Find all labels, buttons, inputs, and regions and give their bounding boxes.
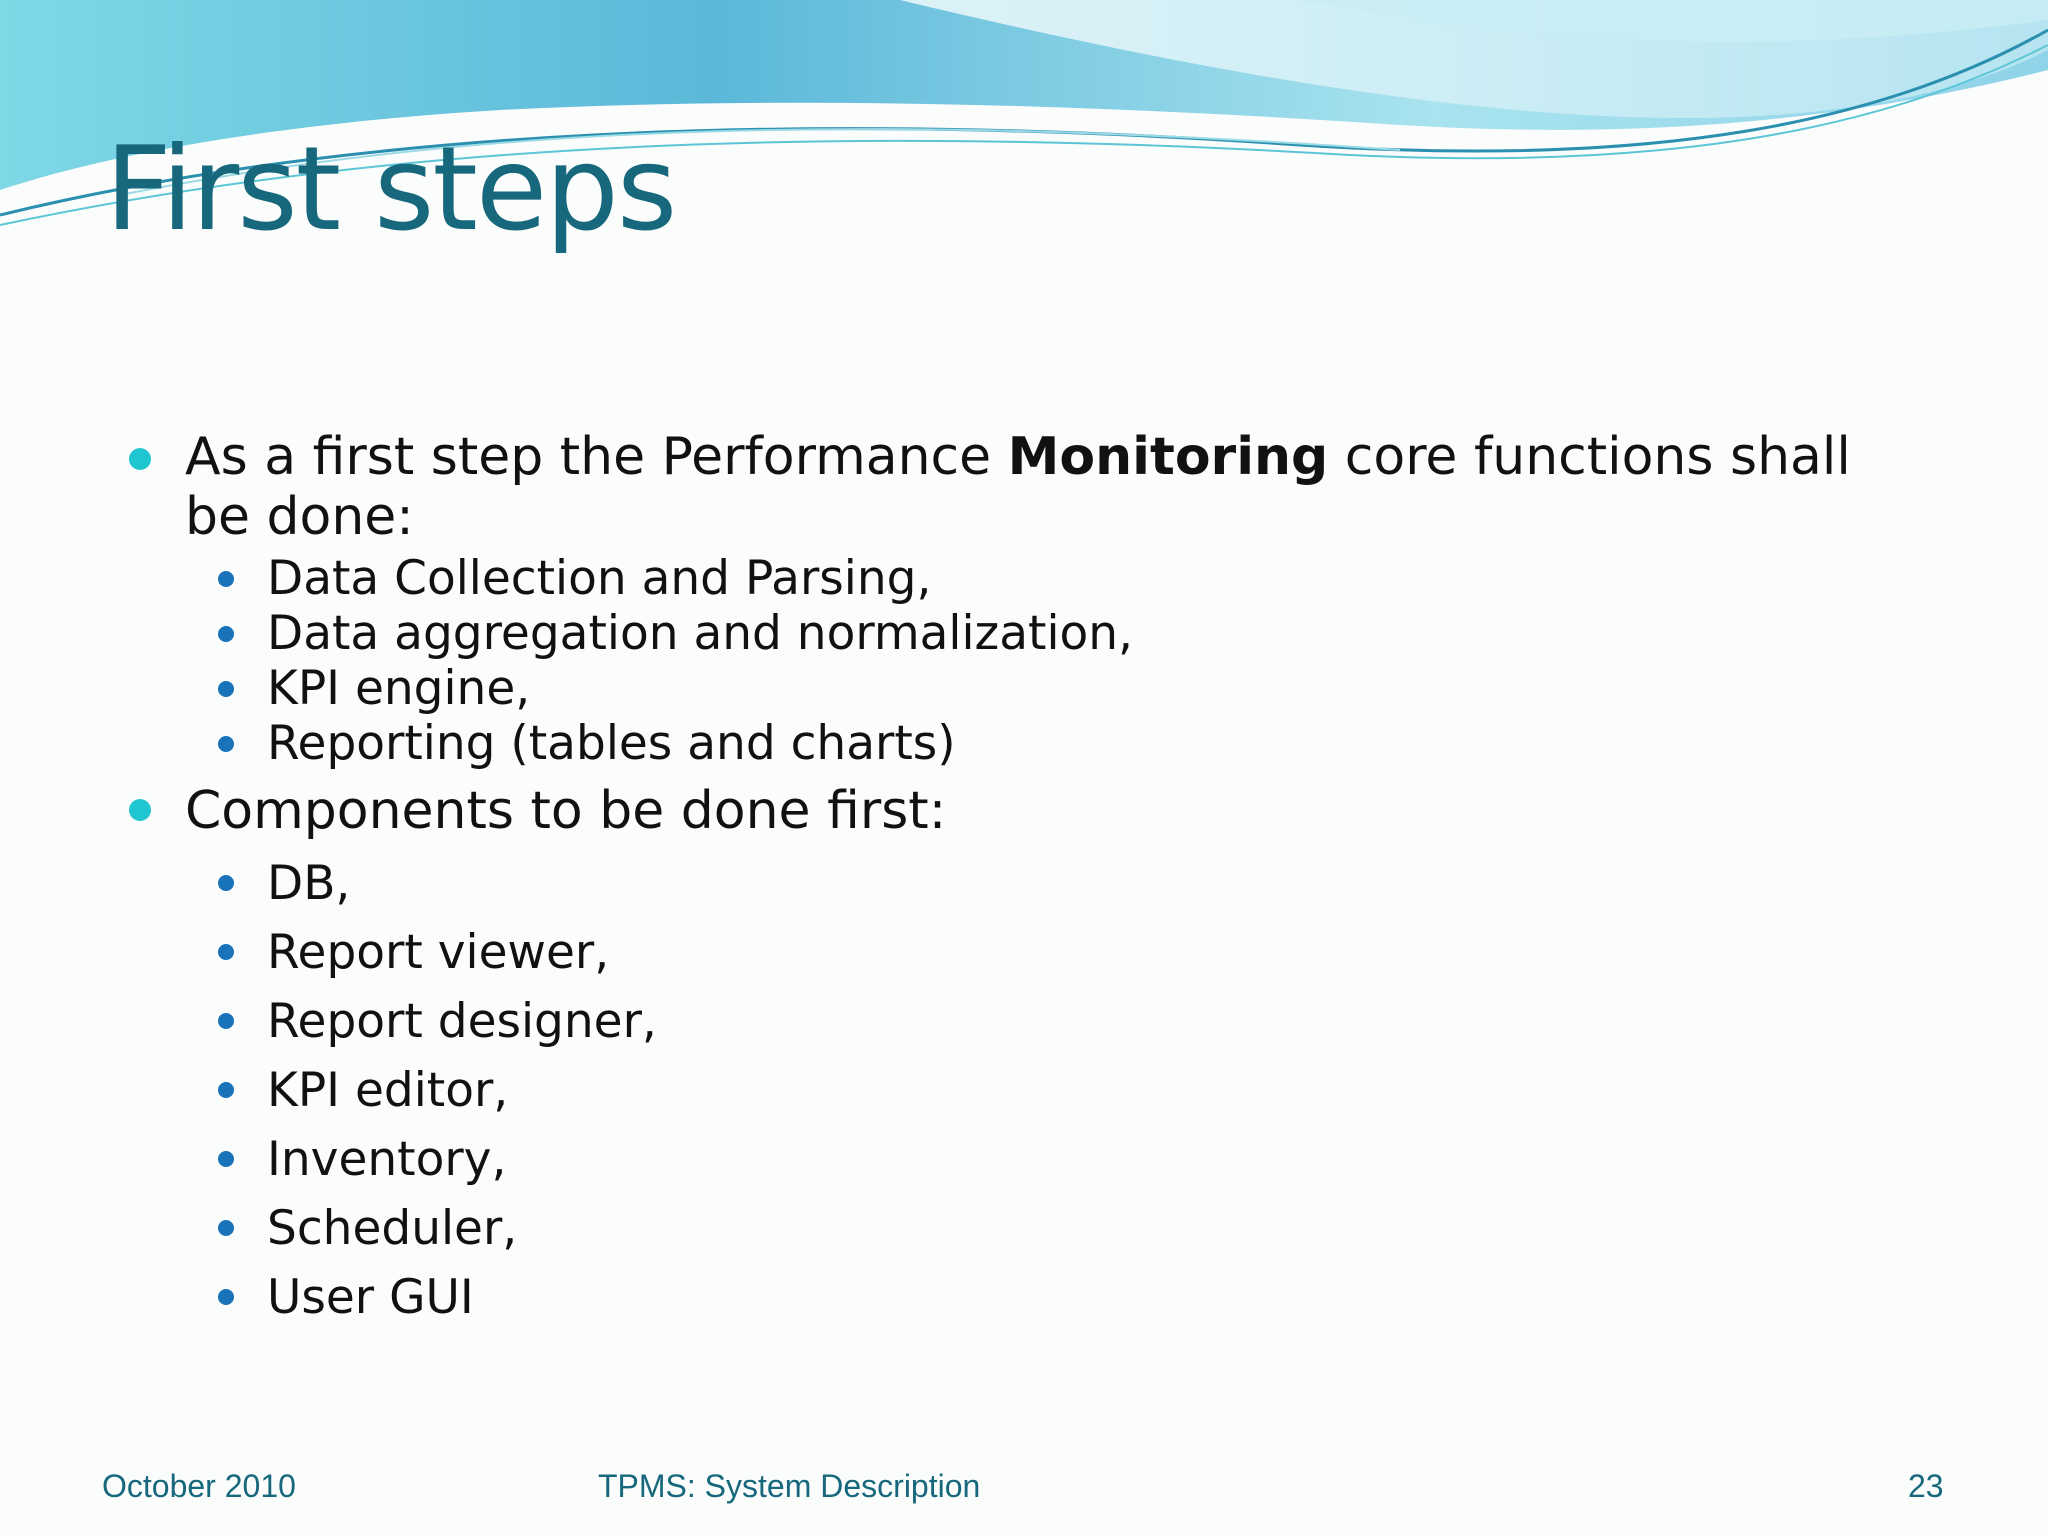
list-item: User GUI	[267, 1270, 474, 1325]
list-item: Reporting (tables and charts)	[267, 716, 956, 771]
bullet1-bold: Monitoring	[1007, 427, 1329, 487]
list-item: KPI engine,	[267, 661, 531, 716]
list-item: DB,	[267, 856, 351, 911]
bullet-monitoring-core	[185, 427, 1905, 547]
level1-bullet-icon	[129, 799, 151, 821]
level1-bullet-icon	[129, 448, 151, 470]
footer-date: October 2010	[102, 1468, 296, 1504]
list-item: KPI editor,	[267, 1063, 509, 1118]
list-item: Data aggregation and normalization,	[267, 606, 1133, 661]
list-item: Scheduler,	[267, 1201, 518, 1256]
level2-bullet-icon	[218, 1220, 234, 1236]
level2-bullet-icon	[218, 944, 234, 960]
bullet1-prefix: As a first step the Performance	[185, 427, 1008, 487]
list-item: Inventory,	[267, 1132, 507, 1187]
level2-bullet-icon	[218, 626, 234, 642]
level2-bullet-icon	[218, 1151, 234, 1167]
level2-bullet-icon	[218, 681, 234, 697]
list-item: Report designer,	[267, 994, 657, 1049]
level2-bullet-icon	[218, 571, 234, 587]
slide-title: First steps	[105, 122, 676, 257]
bullet-components-first: Components to be done first:	[185, 781, 947, 841]
bullet1-suffix: core functions shall be done:	[185, 427, 1851, 547]
list-item: Data Collection and Parsing,	[267, 551, 932, 606]
level2-bullet-icon	[218, 1082, 234, 1098]
level2-bullet-icon	[218, 736, 234, 752]
slide-number: 23	[1908, 1468, 1944, 1504]
list-item: Report viewer,	[267, 925, 610, 980]
level2-bullet-icon	[218, 875, 234, 891]
level2-bullet-icon	[218, 1289, 234, 1305]
footer-title: TPMS: System Description	[598, 1468, 981, 1504]
level2-bullet-icon	[218, 1013, 234, 1029]
